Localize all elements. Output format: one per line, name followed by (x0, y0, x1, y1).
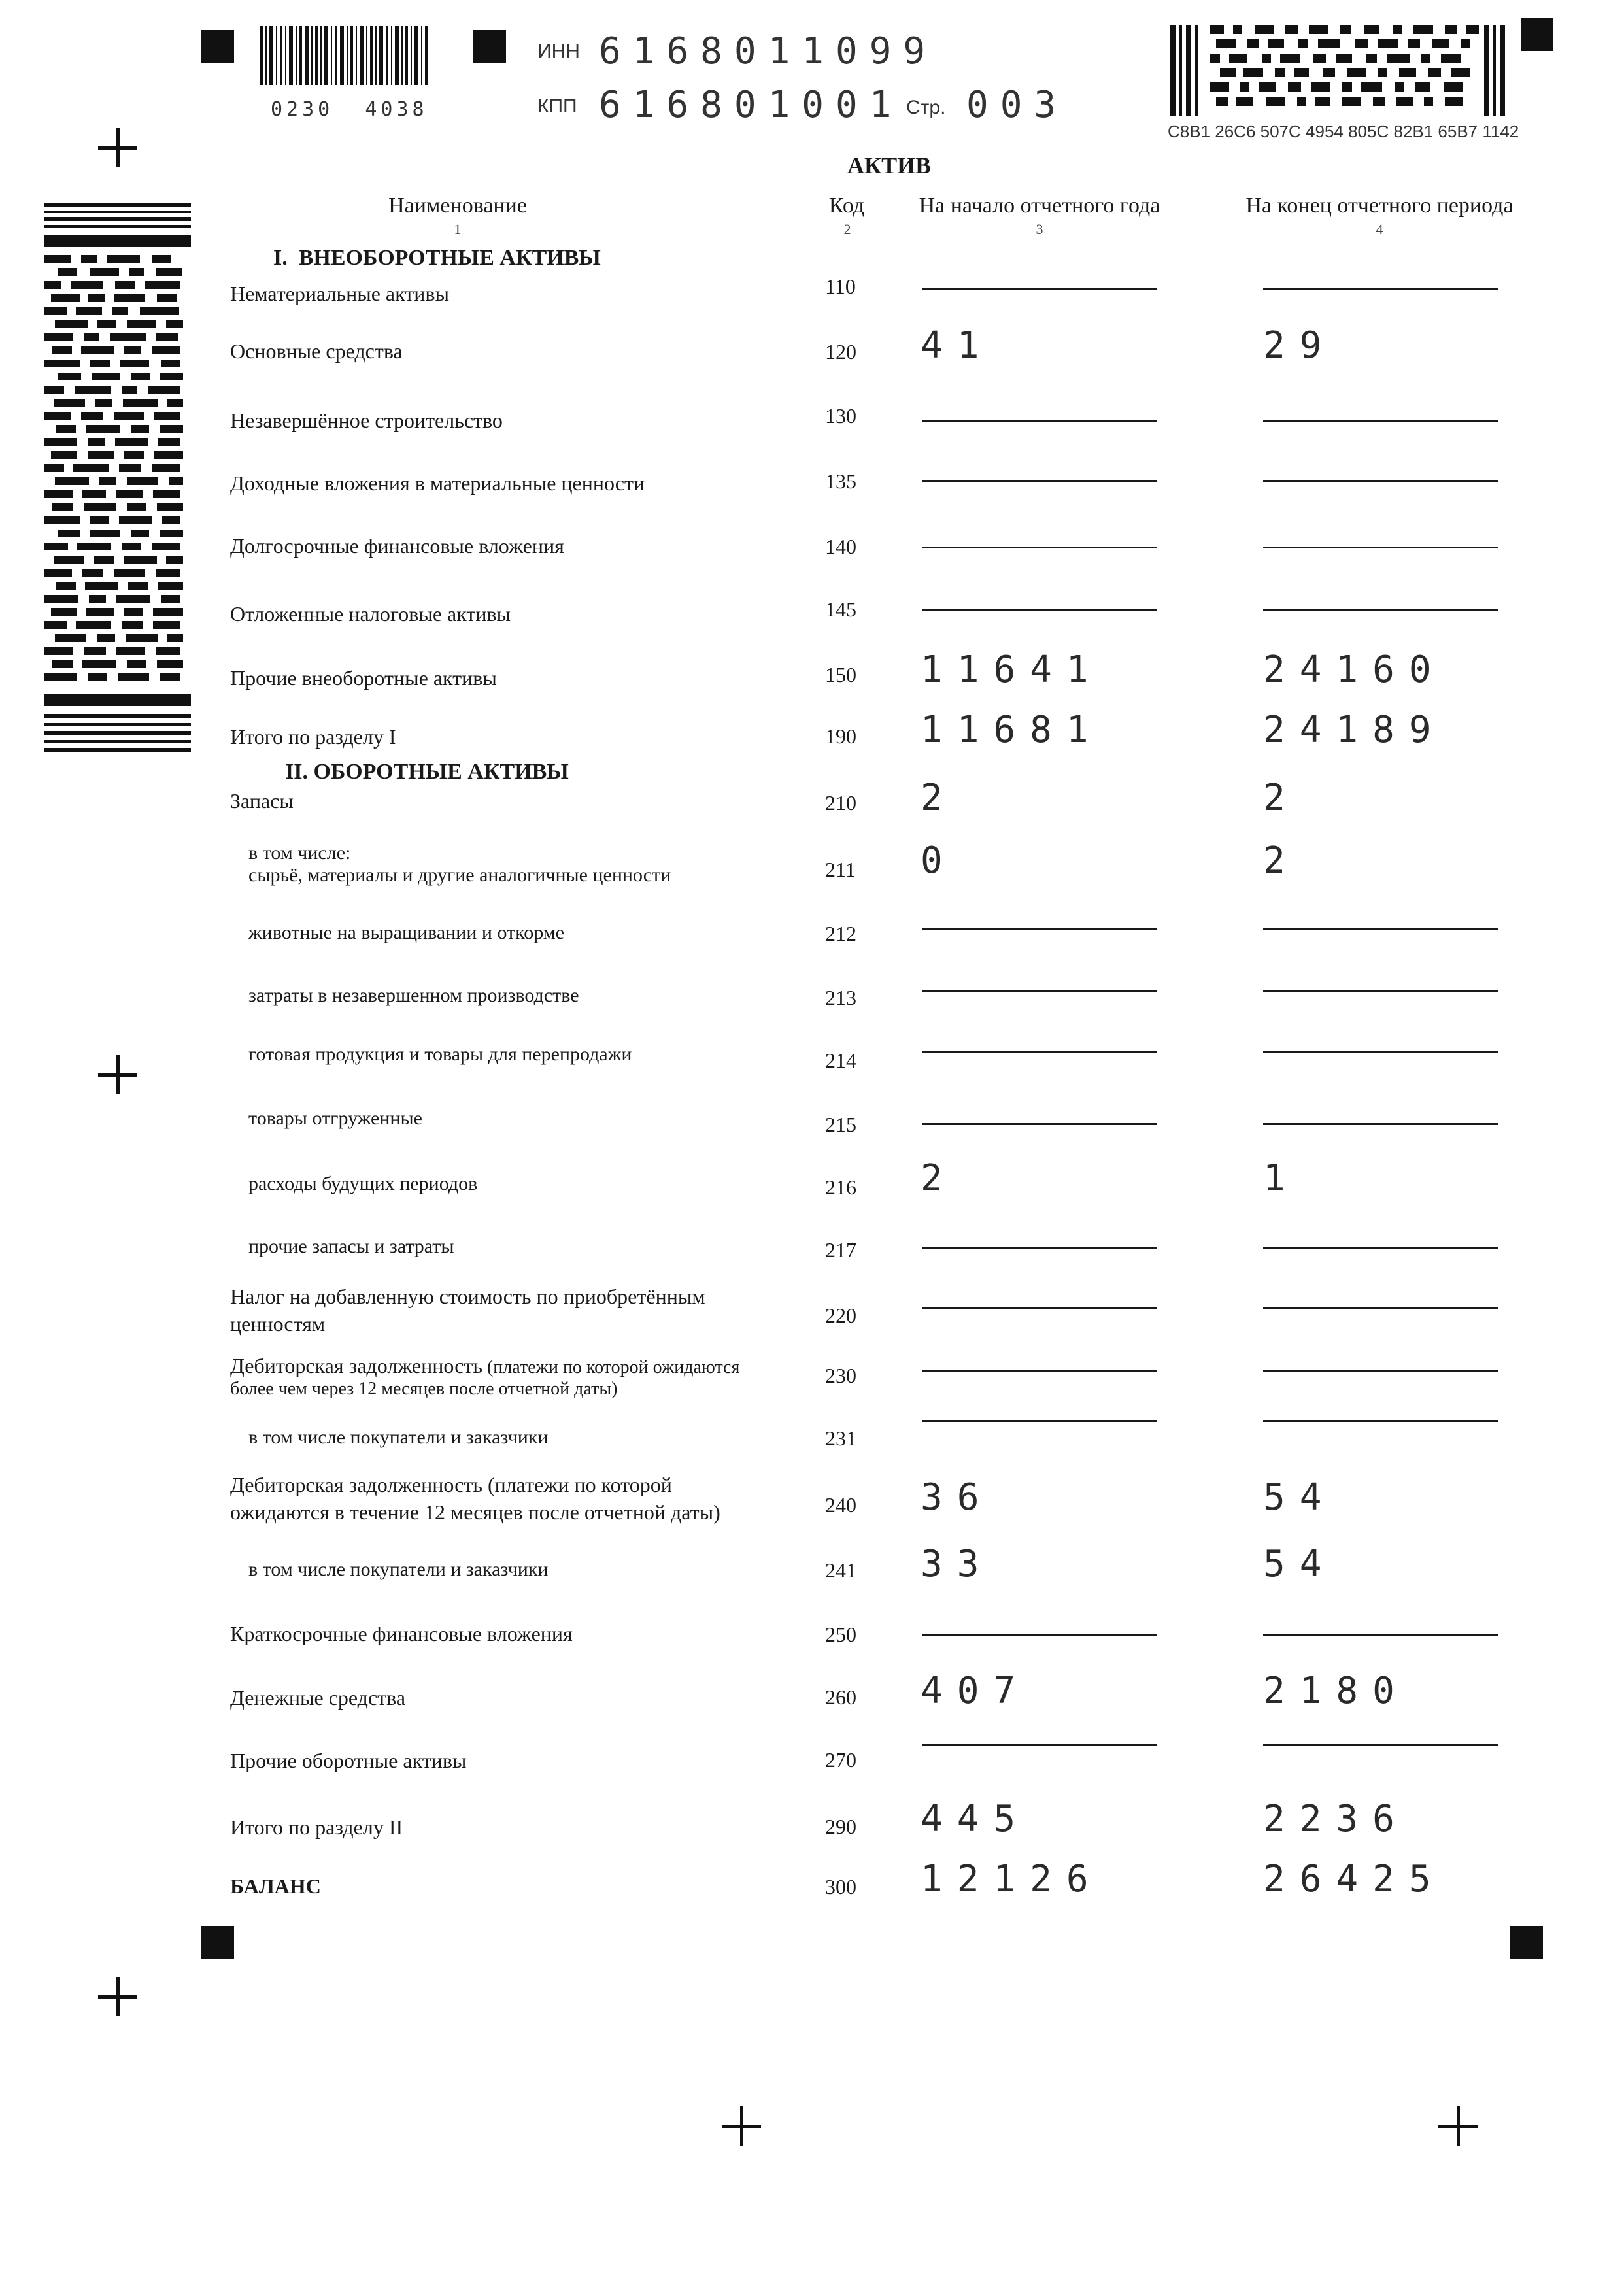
empty-value-line (1263, 1051, 1498, 1053)
empty-value-line (922, 547, 1157, 548)
row-label: готовая продукция и товары для перепродажи (248, 1043, 632, 1065)
empty-value-line (1263, 420, 1498, 422)
value-end: 54 (1263, 1543, 1336, 1585)
empty-value-line (922, 1370, 1157, 1372)
row-label: в том числе покупатели и заказчики (248, 1559, 549, 1580)
kpp-label: КПП (537, 95, 577, 117)
value-start: 2 (921, 777, 957, 819)
page-label: Стр. (906, 97, 946, 118)
2d-code-text: C8B1 26C6 507C 4954 805C 82B1 65B7 1142 (1168, 122, 1519, 141)
inn-label: ИНН (537, 41, 580, 62)
registration-mark-top-left (201, 30, 234, 63)
value-start: 2 (921, 1157, 957, 1200)
column-header-start: На начало отчетного года (919, 194, 1160, 218)
row-code: 290 (825, 1815, 856, 1838)
value-start: 407 (921, 1670, 1030, 1712)
column-number-4: 4 (1376, 221, 1383, 237)
value-start: 445 (921, 1798, 1030, 1840)
empty-value-line (922, 609, 1157, 611)
row-code: 231 (825, 1426, 856, 1450)
row-label: товары отгруженные (248, 1107, 422, 1129)
value-end: 2 (1263, 839, 1300, 882)
value-start: 0 (921, 839, 957, 882)
row-code: 210 (825, 791, 856, 815)
empty-value-line (922, 1247, 1157, 1249)
registration-mark-bottom-left (201, 1926, 234, 1959)
value-start: 11681 (921, 709, 1103, 751)
empty-value-line (922, 1051, 1157, 1053)
row-label: более чем через 12 месяцев после отчетной даты) (230, 1379, 618, 1399)
value-start: 11641 (921, 649, 1103, 691)
row-code: 150 (825, 663, 856, 686)
row-label: сырьё, материалы и другие аналогичные ценности (248, 864, 671, 886)
value-end: 24189 (1263, 709, 1446, 751)
value-end: 1 (1263, 1157, 1300, 1200)
row-code: 300 (825, 1875, 856, 1898)
row-code: 120 (825, 340, 856, 363)
registration-mark-top-mid (473, 30, 506, 63)
row-code: 216 (825, 1175, 856, 1199)
value-start: 12126 (921, 1858, 1103, 1900)
column-header-name: Наименование (388, 194, 527, 218)
value-end: 26425 (1263, 1858, 1446, 1900)
row-code: 135 (825, 469, 856, 493)
row-label: Прочие оборотные активы (230, 1749, 467, 1772)
row-code: 145 (825, 598, 856, 621)
row-code: 215 (825, 1113, 856, 1136)
2d-barcode (1170, 25, 1510, 116)
empty-value-line (1263, 288, 1498, 290)
registration-mark-top-right (1521, 18, 1553, 51)
column-number-1: 1 (454, 221, 462, 237)
kpp-value: 616801001 (599, 84, 904, 126)
empty-value-line (1263, 1307, 1498, 1309)
crosshair-mark-4 (722, 2106, 761, 2146)
value-end: 29 (1263, 324, 1336, 367)
empty-value-line (1263, 480, 1498, 482)
page-title: АКТИВ (847, 152, 932, 178)
row-code: 250 (825, 1623, 856, 1646)
crosshair-mark-5 (1438, 2106, 1478, 2146)
row-label-prefix: Дебиторская задолженность (платежи по которой (230, 1473, 672, 1496)
registration-mark-bottom-right (1510, 1926, 1543, 1959)
row-label: Запасы (230, 789, 294, 813)
empty-value-line (1263, 990, 1498, 992)
row-label: Итого по разделу I (230, 725, 396, 749)
row-label: ценностям (230, 1312, 326, 1336)
row-label: Денежные средства (230, 1686, 406, 1710)
barcode-number: 0230 4038 (271, 98, 428, 121)
value-end: 2 (1263, 777, 1300, 819)
empty-value-line (922, 1307, 1157, 1309)
empty-value-line (922, 1123, 1157, 1125)
row-label: Долгосрочные финансовые вложения (230, 534, 564, 558)
row-code: 211 (825, 858, 856, 881)
value-end: 2236 (1263, 1798, 1409, 1840)
row-code: 241 (825, 1559, 856, 1582)
row-label-prefix: в том числе: (248, 842, 351, 864)
row-code: 212 (825, 922, 856, 945)
row-code: 240 (825, 1493, 856, 1517)
row-code: 260 (825, 1685, 856, 1709)
section-title-noncurrent: I. ВНЕОБОРОТНЫЕ АКТИВЫ (273, 246, 601, 270)
value-start: 36 (921, 1476, 994, 1519)
row-code: 140 (825, 535, 856, 558)
row-label: ожидаются в течение 12 месяцев после отчетной даты) (230, 1500, 720, 1524)
row-code: 270 (825, 1748, 856, 1772)
empty-value-line (922, 1744, 1157, 1746)
row-label: Прочие внеоборотные активы (230, 666, 497, 690)
row-label: Отложенные налоговые активы (230, 602, 511, 626)
row-label-prefix: Налог на добавленную стоимость по приобретённым (230, 1285, 705, 1308)
crosshair-mark-1 (98, 128, 137, 167)
row-code: 130 (825, 404, 856, 428)
row-label: затраты в незавершенном производстве (248, 985, 579, 1006)
empty-value-line (922, 288, 1157, 290)
value-end: 54 (1263, 1476, 1336, 1519)
row-label: Нематериальные активы (230, 282, 449, 305)
row-label-note: (платежи по которой ожидаются (482, 1357, 740, 1377)
row-code: 217 (825, 1238, 856, 1262)
value-start: 41 (921, 324, 994, 367)
value-end: 2180 (1263, 1670, 1409, 1712)
empty-value-line (1263, 1247, 1498, 1249)
column-header-end: На конец отчетного периода (1245, 194, 1514, 218)
row-code: 190 (825, 724, 856, 748)
row-label: Доходные вложения в материальные ценности (230, 471, 645, 495)
crosshair-mark-2 (98, 1055, 137, 1094)
empty-value-line (922, 480, 1157, 482)
linear-barcode (260, 26, 430, 105)
value-end: 24160 (1263, 649, 1446, 691)
row-code: 214 (825, 1049, 856, 1072)
section-title-current: II. ОБОРОТНЫЕ АКТИВЫ (285, 760, 569, 784)
row-label: животные на выращивании и откорме (248, 922, 565, 943)
empty-value-line (922, 928, 1157, 930)
empty-value-line (1263, 1123, 1498, 1125)
empty-value-line (1263, 547, 1498, 548)
row-label: в том числе покупатели и заказчики (248, 1426, 549, 1448)
empty-value-line (1263, 1420, 1498, 1422)
row-label: Основные средства (230, 339, 403, 363)
inn-value: 6168011099 (599, 30, 938, 73)
column-number-2: 2 (843, 221, 851, 237)
row-code: 230 (825, 1364, 856, 1387)
empty-value-line (1263, 609, 1498, 611)
column-number-3: 3 (1036, 221, 1043, 237)
empty-value-line (922, 990, 1157, 992)
empty-value-line (922, 1420, 1157, 1422)
empty-value-line (1263, 1370, 1498, 1372)
row-code: 213 (825, 986, 856, 1009)
row-label: прочие запасы и затраты (248, 1236, 454, 1257)
row-code: 220 (825, 1304, 856, 1327)
row-label: расходы будущих периодов (248, 1173, 478, 1194)
crosshair-mark-3 (98, 1977, 137, 2016)
row-label: Краткосрочные финансовые вложения (230, 1622, 573, 1645)
empty-value-line (922, 1634, 1157, 1636)
side-2d-barcode (44, 203, 191, 758)
row-code: 110 (825, 275, 856, 298)
empty-value-line (1263, 1744, 1498, 1746)
column-header-code: Код (828, 194, 865, 218)
empty-value-line (1263, 1634, 1498, 1636)
row-label: БАЛАНС (230, 1874, 321, 1898)
value-start: 33 (921, 1543, 994, 1585)
page-value: 003 (966, 84, 1068, 126)
empty-value-line (922, 420, 1157, 422)
row-label: Итого по разделу II (230, 1815, 403, 1839)
row-label-main: Дебиторская задолженность (230, 1354, 482, 1377)
row-label: Незавершённое строительство (230, 409, 503, 432)
empty-value-line (1263, 928, 1498, 930)
